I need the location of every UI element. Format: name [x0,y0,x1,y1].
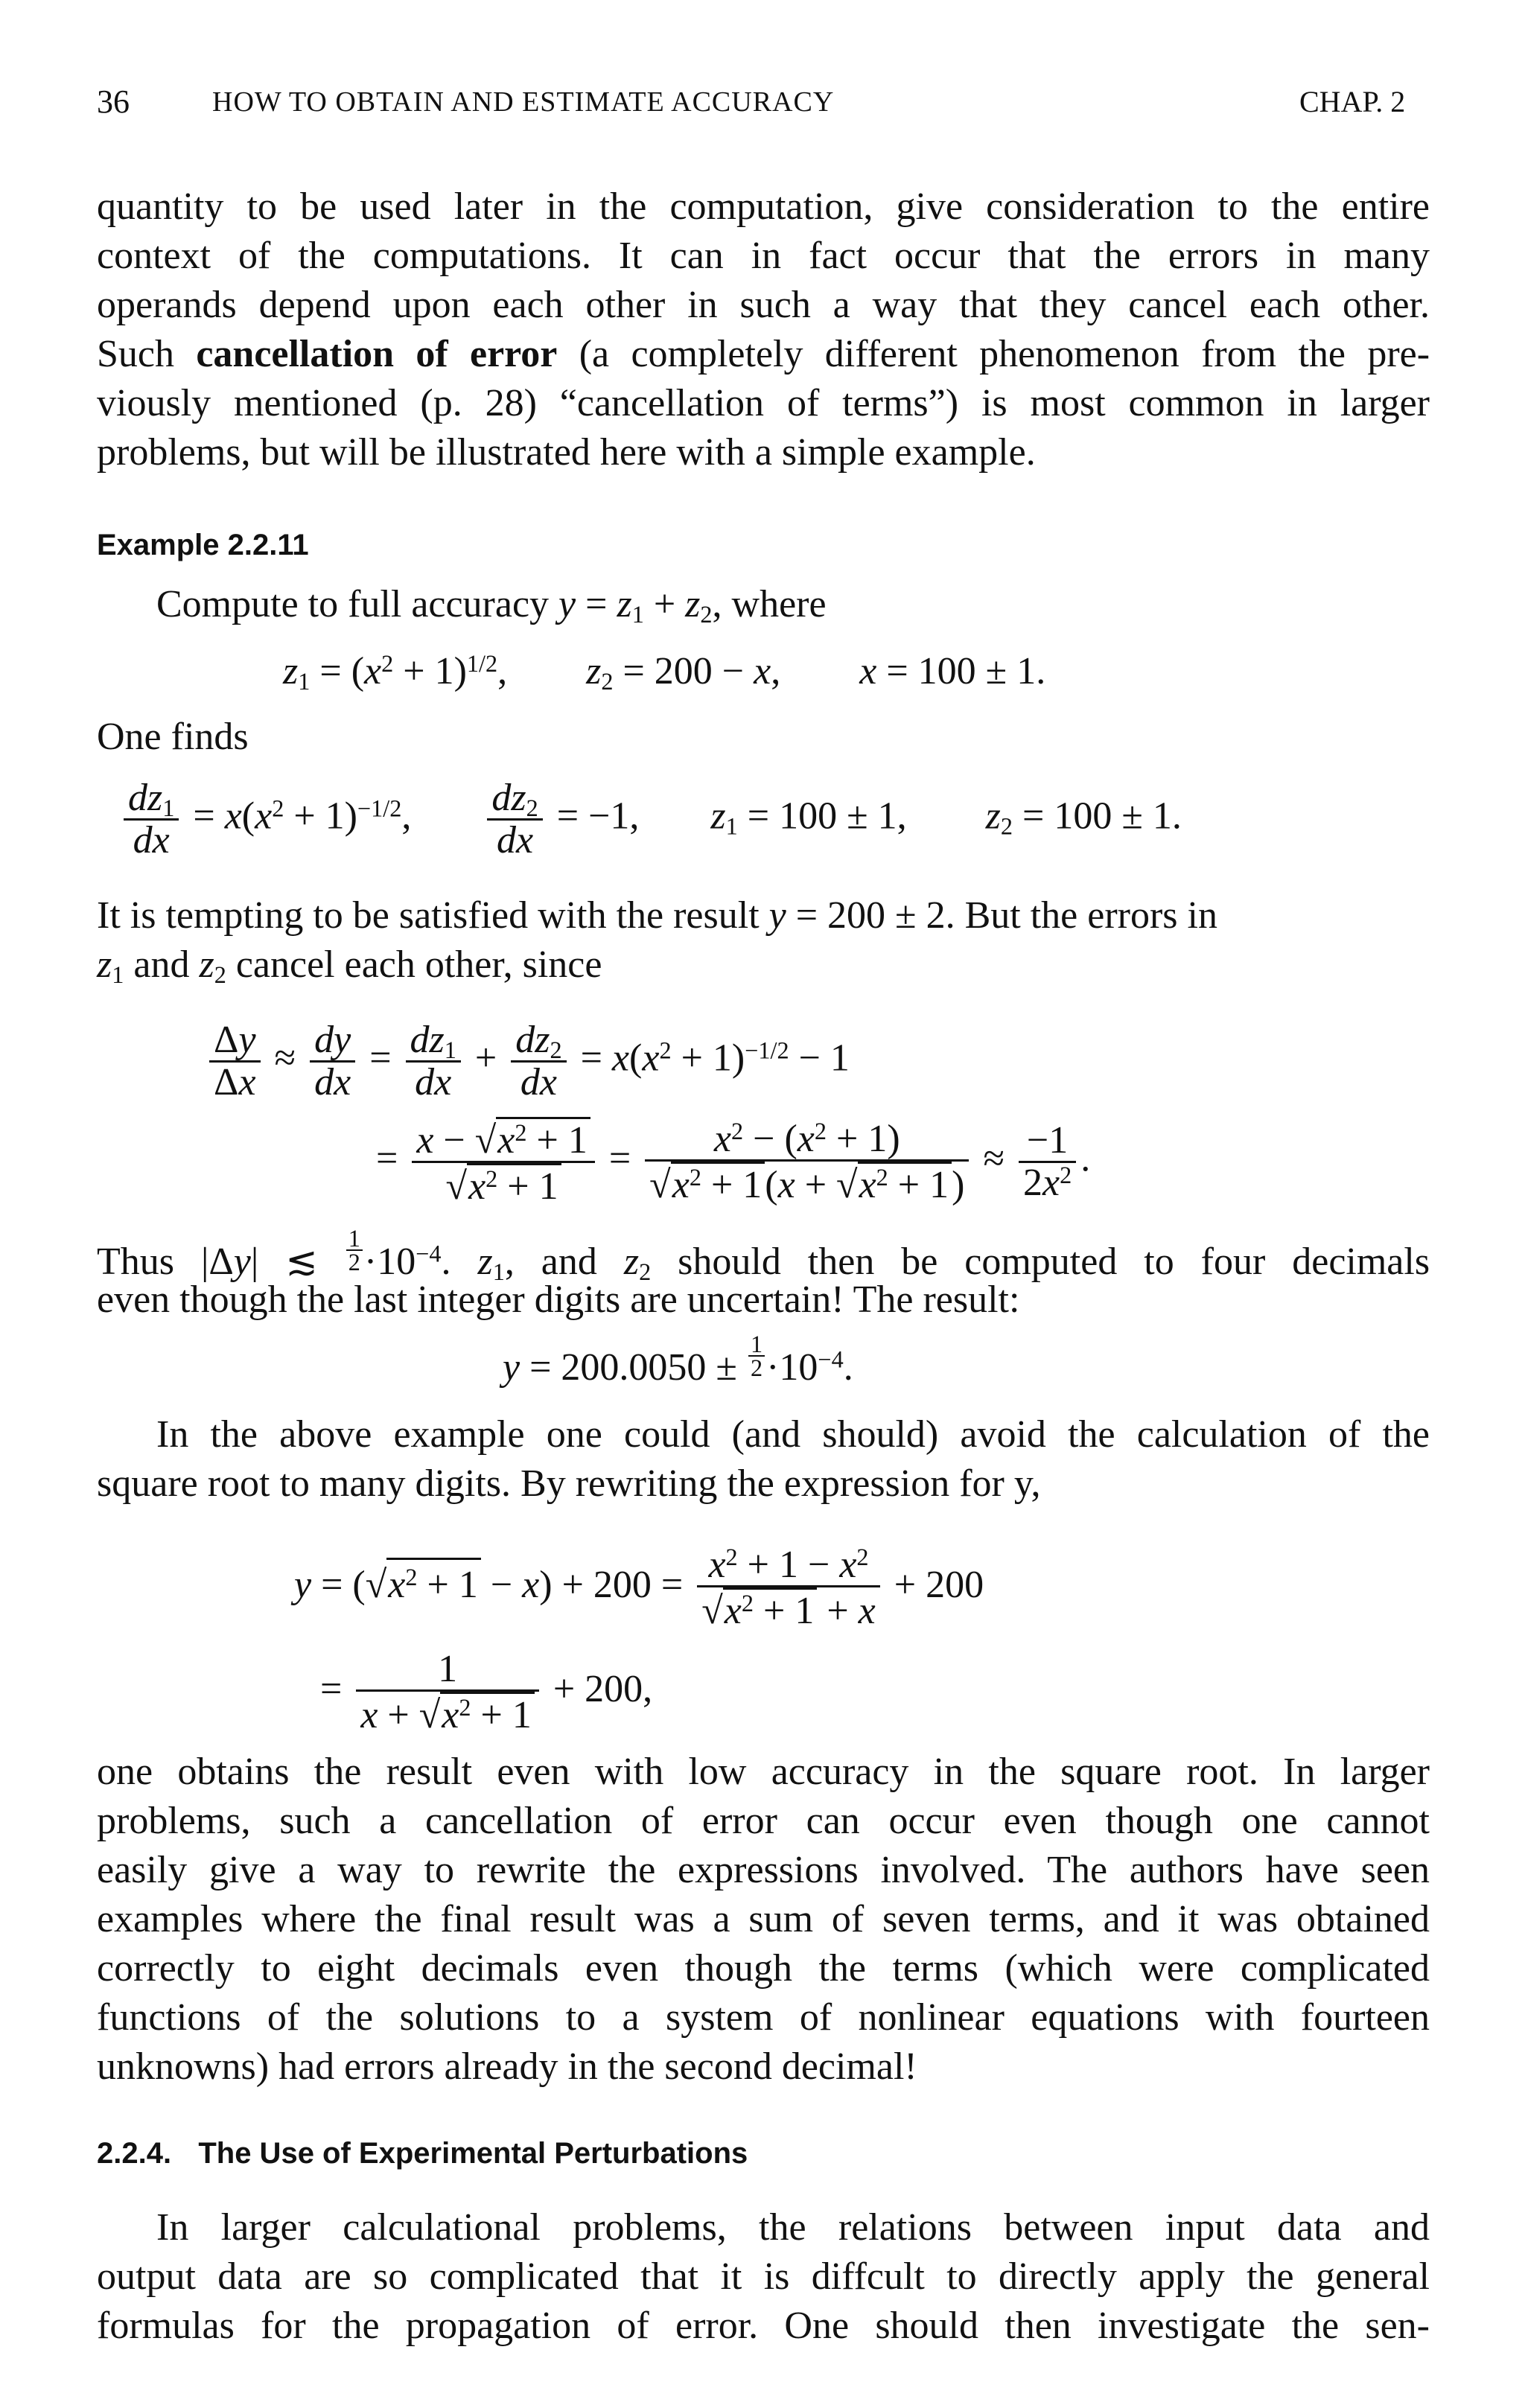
thus-line-2: even though the last integer digits are uncertain! The result: [97,1278,1020,1321]
para4-line3: formulas for the propagation of error. One should then investigate the sen- [97,2305,1430,2347]
tempting-text: It is tempting to be satisfied with the result [97,894,760,937]
example-heading: Example 2.2.11 [97,529,309,561]
cancel-line: $z_1$ and $z_2$ cancel each other, since [97,943,602,989]
para1-line5: viously mentioned (p. 28) “cancellation of terms”) is most common in larger [97,382,1430,424]
para1-line4-start: Such [97,333,174,375]
page-number: 36 [97,83,130,120]
para3-line1: one obtains the result even with low accuracy in the square root. In larger [97,1751,1430,1793]
result-value: = 200.0050 ± [529,1345,737,1389]
thus-text: Thus [97,1240,174,1283]
delta-equation-1: $\frac{\Delta y}{\Delta x}$ ≈ $\frac{dy}{dx}$ = $\frac{dz_1}{dx}$ + $\frac{dz_2}{dx}$ = $x(x^2 + 1)^{-1/2} - 1$ [205,1020,850,1103]
compute-where: where [731,583,827,625]
para1-line2: context of the computations. It can in fact occur that the errors in many [97,235,1430,277]
chapter-label: CHAP. 2 [1299,85,1406,118]
para3-line6: functions of the solutions to a system of nonlinear equations with fourteen [97,1996,1430,2039]
section-number: 2.2.4. [97,2137,172,2170]
derivatives-equation: $\frac{dz_1}{dx}$ = $x(x^2 + 1)^{-1/2}$, $\frac{dz_2}{dx}$ = −1, $z_1 = 100 \pm 1$, $z_2 = 100 \pm 1$. [119,778,1182,861]
result-equation: y = 200.0050 ± $\frac{1}{2}$ $\cdot 10^{-4}$. [503,1331,853,1389]
compute-text: Compute to full accuracy [156,583,550,625]
rewrite-equation-2: = $\frac{1}{x + √x^2 + 1}$ + 200, [320,1648,653,1736]
thus-and: and [541,1240,597,1283]
para1-line4 [97,331,1430,378]
cancel-text: cancel each other, since [235,943,602,986]
para3-line7: unknowns) had errors already in the second decimal! [97,2045,917,2088]
one-finds: One finds [97,716,249,758]
para3-line3: easily give a way to rewrite the expressions involved. The authors have seen [97,1849,1430,1891]
running-title: HOW TO OBTAIN AND ESTIMATE ACCURACY [212,86,835,118]
para4-line2: output data are so complicated that it is diffcult to directly apply the general [97,2255,1430,2298]
compute-line: Compute to full accuracy $y = z_1 + z_2$, where [156,583,827,628]
para3-line4: examples where the final result was a sum of seven terms, and it was obtained [97,1898,1430,1940]
delta-equation-2: = $\frac{x - √x^2 + 1}{√x^2 + 1}$ = $\frac{x^2 - (x^2 + 1)}{√x^2 + 1(x + √x^2 + 1)}$ ≈ $\frac{-1}{2x^2}$ . [376,1117,1091,1208]
para4-line1: In larger calculational problems, the relations between input data and [156,2206,1430,2249]
para3-line2: problems, such a cancellation of error can occur even though one cannot [97,1800,1430,1842]
thus-decimals: should then be computed to four decimals [678,1240,1430,1283]
para1-line4-end: (a completely different phenomenon from the pre- [579,333,1430,375]
section-title: The Use of Experimental Perturbations [198,2137,748,2170]
para1-line1: quantity to be used later in the computation, give consideration to the entire [97,185,1430,228]
para2-line1: In the above example one could (and should) avoid the calculation of the [156,1413,1430,1456]
section-heading [97,2130,1430,2177]
tempting-line: It is tempting to be satisfied with the result y = 200 ± 2. But the errors in [97,894,1217,937]
para1-line3: operands depend upon each other in such a way that they cancel each other. [97,284,1430,326]
rewrite-equation-1: $y = (√x^2 + 1 - x) + 200$ = $\frac{x^2 + 1 - x^2}{√x^2 + 1 + x}$ + 200 [294,1543,984,1632]
tempting-result: = 200 ± 2. But the errors in [795,894,1217,937]
thus-line: Thus |Δy| ≲ $\frac{1}{2}$ $\cdot 10^{-4}$. $z_1$, and $z_2$ should then be computed to four decimals [97,1225,1430,1285]
para3-line5: correctly to eight decimals even though the terms (which were complicated [97,1947,1430,1990]
term-cancellation-of-error: cancellation of error [196,333,558,375]
definitions-equation: $z_1 = (x^2 + 1)^{1/2}$, $z_2 = 200 - x$, x = 100 ± 1. [283,649,1046,695]
para1-line6: problems, but will be illustrated here with a simple example. [97,431,1036,474]
para2-line2: square root to many digits. By rewriting the expression for y, [97,1462,1041,1505]
